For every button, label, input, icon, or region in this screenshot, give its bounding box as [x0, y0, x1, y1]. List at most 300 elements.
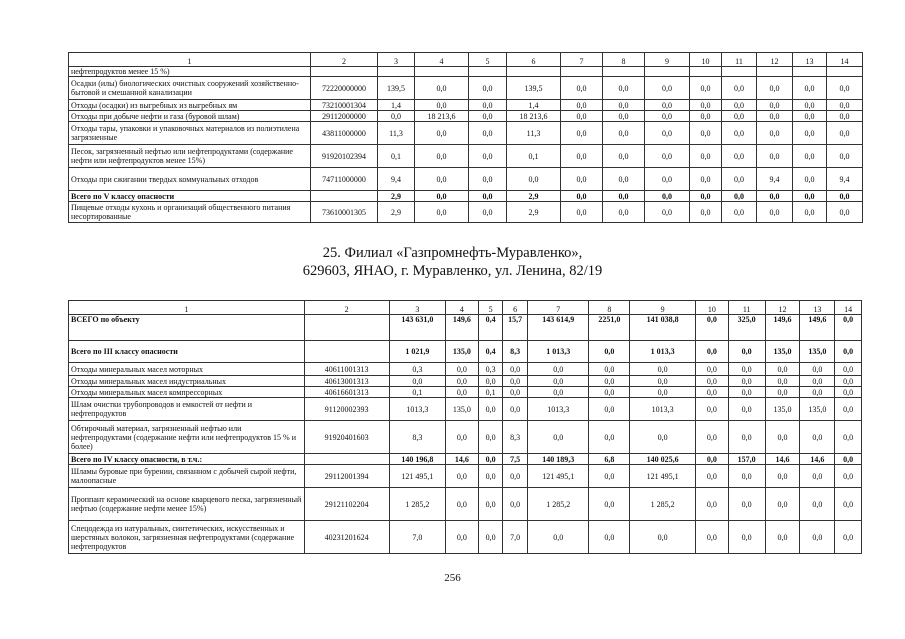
waste-name: Шлам очистки трубопроводов и емкостей от нефти и нефтепродуктов — [69, 398, 305, 421]
value-cell: 0,0 — [793, 122, 827, 145]
value-cell: 0,0 — [503, 387, 528, 398]
column-number: 14 — [827, 53, 863, 67]
value-cell: 0,0 — [378, 111, 415, 122]
value-cell: 1,4 — [378, 100, 415, 111]
value-cell: 0,0 — [527, 363, 588, 376]
value-cell: 0,3 — [478, 363, 503, 376]
value-cell: 0,0 — [469, 122, 507, 145]
value-cell: 0,0 — [835, 488, 862, 521]
column-number: 1 — [69, 301, 305, 315]
value-cell: 9,4 — [757, 168, 793, 191]
value-cell: 0,0 — [478, 465, 503, 488]
value-cell: 0,0 — [757, 122, 793, 145]
value-cell: 0,0 — [800, 521, 835, 554]
value-cell: 0,0 — [527, 421, 588, 454]
value-cell: 0,0 — [793, 111, 827, 122]
value-cell: 0,0 — [765, 421, 800, 454]
value-cell: 0,0 — [757, 202, 793, 223]
section-address: 629603, ЯНАО, г. Муравленко, ул. Ленина, 82/19 — [302, 263, 603, 279]
value-cell: 0,0 — [469, 111, 507, 122]
column-number: 7 — [561, 53, 603, 67]
value-cell: 14,6 — [800, 454, 835, 465]
value-cell: 0,0 — [793, 168, 827, 191]
table-row — [69, 77, 863, 100]
column-number: 6 — [503, 301, 528, 315]
table-row — [69, 398, 862, 421]
table-row — [69, 363, 862, 376]
fkko-code: 43811000000 — [311, 122, 378, 145]
table-row — [69, 315, 862, 341]
value-cell: 0,0 — [561, 168, 603, 191]
value-cell: 0,0 — [835, 398, 862, 421]
value-cell: 0,0 — [415, 202, 469, 223]
value-cell: 0,0 — [757, 191, 793, 202]
value-cell: 0,0 — [800, 387, 835, 398]
value-cell: 0,0 — [589, 398, 630, 421]
value-cell: 0,0 — [800, 488, 835, 521]
value-cell: 0,0 — [827, 145, 863, 168]
value-cell: 0,0 — [630, 376, 696, 387]
fkko-code: 40613001313 — [304, 376, 389, 387]
value-cell: 157,0 — [728, 454, 765, 465]
value-cell: 0,0 — [728, 363, 765, 376]
value-cell: 1 285,2 — [527, 488, 588, 521]
fkko-code: 40616601313 — [304, 387, 389, 398]
value-cell: 0,0 — [589, 363, 630, 376]
value-cell: 0,0 — [603, 122, 645, 145]
value-cell: 135,0 — [765, 398, 800, 421]
value-cell: 18 213,6 — [415, 111, 469, 122]
value-cell: 0,0 — [469, 202, 507, 223]
value-cell: 0,0 — [561, 202, 603, 223]
value-cell: 0,0 — [469, 191, 507, 202]
table-row — [69, 521, 862, 554]
waste-name: ВСЕГО по объекту — [69, 315, 305, 341]
table-row — [69, 191, 863, 202]
value-cell: 0,0 — [765, 376, 800, 387]
fkko-code: 29112001394 — [304, 465, 389, 488]
table-row — [69, 67, 863, 77]
column-number: 10 — [695, 301, 728, 315]
value-cell: 0,0 — [827, 100, 863, 111]
value-cell: 0,0 — [722, 77, 757, 100]
value-cell: 0,0 — [645, 77, 690, 100]
value-cell: 0,0 — [835, 454, 862, 465]
waste-name: нефтепродуктов менее 15 %) — [69, 67, 311, 77]
value-cell: 0,0 — [603, 100, 645, 111]
value-cell: 0,0 — [793, 202, 827, 223]
value-cell: 0,0 — [800, 363, 835, 376]
value-cell: 0,0 — [603, 202, 645, 223]
value-cell: 0,0 — [765, 363, 800, 376]
value-cell: 325,0 — [728, 315, 765, 341]
waste-name: Отходы при сжигании твердых коммунальных отходов — [69, 168, 311, 191]
column-number: 4 — [446, 301, 479, 315]
value-cell: 0,0 — [630, 363, 696, 376]
value-cell: 14,6 — [446, 454, 479, 465]
value-cell: 8,3 — [503, 341, 528, 363]
value-cell: 135,0 — [446, 341, 479, 363]
column-number: 11 — [722, 53, 757, 67]
waste-name: Отходы минеральных масел компрессорных — [69, 387, 305, 398]
value-cell: 0,0 — [793, 100, 827, 111]
value-cell: 0,0 — [446, 488, 479, 521]
value-cell: 0,0 — [695, 521, 728, 554]
value-cell: 0,0 — [695, 315, 728, 341]
value-cell: 8,3 — [389, 421, 445, 454]
value-cell: 0,0 — [603, 145, 645, 168]
table-row — [69, 488, 862, 521]
table-row — [69, 421, 862, 454]
value-cell: 0,0 — [630, 521, 696, 554]
value-cell: 0,0 — [690, 77, 722, 100]
value-cell: 1013,3 — [527, 398, 588, 421]
table-row — [69, 454, 862, 465]
value-cell: 0,0 — [690, 111, 722, 122]
value-cell: 0,0 — [561, 191, 603, 202]
value-cell: 0,0 — [478, 454, 503, 465]
value-cell: 1 021,9 — [389, 341, 445, 363]
value-cell: 0,1 — [478, 387, 503, 398]
value-cell: 0,0 — [415, 122, 469, 145]
value-cell: 0,0 — [503, 488, 528, 521]
value-cell: 0,0 — [478, 488, 503, 521]
page-number: 256 — [444, 572, 461, 584]
fkko-code: 73610001305 — [311, 202, 378, 223]
value-cell: 0,0 — [527, 521, 588, 554]
column-number: 9 — [630, 301, 696, 315]
value-cell: 0,0 — [728, 341, 765, 363]
fkko-code — [304, 315, 389, 341]
value-cell: 18 213,6 — [507, 111, 561, 122]
value-cell: 0,0 — [527, 387, 588, 398]
value-cell: 0,0 — [469, 77, 507, 100]
waste-name: Обтирочный материал, загрязненный нефтью или нефтепродуктами (содержание нефти или нефтепродуктов 15 % и более) — [69, 421, 305, 454]
value-cell: 0,0 — [695, 465, 728, 488]
value-cell: 121 495,1 — [527, 465, 588, 488]
value-cell: 0,0 — [722, 145, 757, 168]
value-cell: 0,0 — [835, 387, 862, 398]
value-cell: 0,0 — [589, 521, 630, 554]
fkko-code: 29121102204 — [304, 488, 389, 521]
value-cell: 0,0 — [835, 315, 862, 341]
value-cell: 0,0 — [722, 111, 757, 122]
value-cell: 139,5 — [378, 77, 415, 100]
table-row — [69, 100, 863, 111]
value-cell: 0,0 — [728, 376, 765, 387]
value-cell: 0,0 — [765, 465, 800, 488]
value-cell: 0,0 — [503, 398, 528, 421]
value-cell: 9,4 — [378, 168, 415, 191]
value-cell: 7,5 — [503, 454, 528, 465]
value-cell: 0,0 — [690, 202, 722, 223]
value-cell: 0,0 — [561, 145, 603, 168]
value-cell: 0,0 — [589, 421, 630, 454]
value-cell: 0,1 — [378, 145, 415, 168]
value-cell: 0,0 — [469, 168, 507, 191]
value-cell: 0,0 — [757, 100, 793, 111]
value-cell: 0,0 — [603, 77, 645, 100]
value-cell: 0,3 — [389, 363, 445, 376]
value-cell: 135,0 — [765, 341, 800, 363]
value-cell: 1 285,2 — [630, 488, 696, 521]
value-cell: 0,0 — [507, 168, 561, 191]
fkko-code — [311, 67, 378, 77]
value-cell: 8,3 — [503, 421, 528, 454]
value-cell: 0,0 — [645, 145, 690, 168]
header-row — [69, 301, 862, 315]
value-cell: 0,0 — [695, 488, 728, 521]
value-cell: 0,1 — [507, 145, 561, 168]
value-cell: 9,4 — [827, 168, 863, 191]
value-cell — [827, 67, 863, 77]
waste-name: Отходы минеральных масел моторных — [69, 363, 305, 376]
value-cell: 0,0 — [415, 100, 469, 111]
value-cell: 11,3 — [507, 122, 561, 145]
column-number: 14 — [835, 301, 862, 315]
table-row — [69, 202, 863, 223]
value-cell: 0,0 — [603, 168, 645, 191]
value-cell: 0,0 — [827, 202, 863, 223]
value-cell: 0,0 — [800, 465, 835, 488]
value-cell: 0,0 — [446, 387, 479, 398]
fkko-code: 40231201624 — [304, 521, 389, 554]
value-cell: 0,0 — [835, 363, 862, 376]
value-cell: 0,0 — [800, 421, 835, 454]
waste-name: Шламы буровые при бурении, связанном с добычей сырой нефти, малоопасные — [69, 465, 305, 488]
column-number: 4 — [415, 53, 469, 67]
value-cell: 0,0 — [690, 168, 722, 191]
value-cell: 0,0 — [415, 77, 469, 100]
value-cell: 0,0 — [728, 521, 765, 554]
value-cell: 0,0 — [630, 387, 696, 398]
value-cell: 135,0 — [446, 398, 479, 421]
value-cell: 0,0 — [503, 363, 528, 376]
waste-table-branch-25 — [68, 300, 862, 554]
value-cell: 0,0 — [645, 191, 690, 202]
column-number: 3 — [389, 301, 445, 315]
table-row — [69, 387, 862, 398]
value-cell: 0,0 — [589, 488, 630, 521]
value-cell: 0,0 — [835, 421, 862, 454]
column-number: 5 — [469, 53, 507, 67]
value-cell: 0,0 — [722, 191, 757, 202]
waste-name: Отходы (осадки) из выгребных из выгребных ям — [69, 100, 311, 111]
value-cell: 135,0 — [800, 398, 835, 421]
value-cell: 0,0 — [561, 100, 603, 111]
fkko-code: 74711000000 — [311, 168, 378, 191]
table-row — [69, 465, 862, 488]
value-cell: 0,0 — [690, 122, 722, 145]
column-number: 10 — [690, 53, 722, 67]
value-cell: 0,0 — [446, 421, 479, 454]
column-number: 2 — [304, 301, 389, 315]
value-cell: 1 013,3 — [630, 341, 696, 363]
value-cell: 0,0 — [645, 202, 690, 223]
value-cell: 0,0 — [645, 168, 690, 191]
value-cell: 121 495,1 — [630, 465, 696, 488]
value-cell: 0,0 — [415, 191, 469, 202]
value-cell: 0,0 — [793, 145, 827, 168]
fkko-code — [304, 454, 389, 465]
column-number: 13 — [793, 53, 827, 67]
value-cell — [378, 67, 415, 77]
value-cell: 0,0 — [527, 376, 588, 387]
table-row — [69, 168, 863, 191]
table-row — [69, 111, 863, 122]
value-cell — [757, 67, 793, 77]
value-cell: 11,3 — [378, 122, 415, 145]
value-cell: 0,0 — [690, 191, 722, 202]
value-cell: 0,0 — [645, 100, 690, 111]
column-number: 5 — [478, 301, 503, 315]
value-cell: 0,0 — [589, 341, 630, 363]
value-cell: 0,0 — [589, 387, 630, 398]
value-cell — [690, 67, 722, 77]
value-cell: 0,0 — [695, 376, 728, 387]
column-number: 11 — [728, 301, 765, 315]
header-row — [69, 53, 863, 67]
value-cell: 0,4 — [478, 315, 503, 341]
waste-name: Всего по IV классу опасности, в т.ч.: — [69, 454, 305, 465]
value-cell: 1,4 — [507, 100, 561, 111]
value-cell: 0,0 — [757, 111, 793, 122]
value-cell: 0,0 — [695, 341, 728, 363]
fkko-code: 73210001304 — [311, 100, 378, 111]
waste-name: Осадки (илы) биологических очистных сооружений хозяйственно-бытовой и смешанной канализации — [69, 77, 311, 100]
table-row — [69, 341, 862, 363]
value-cell: 2,9 — [507, 202, 561, 223]
value-cell: 1 013,3 — [527, 341, 588, 363]
value-cell: 139,5 — [507, 77, 561, 100]
value-cell: 149,6 — [446, 315, 479, 341]
section-title: 25. Филиал «Газпромнефть-Муравленко», — [322, 245, 583, 261]
value-cell: 0,0 — [478, 421, 503, 454]
value-cell: 0,0 — [695, 398, 728, 421]
waste-name: Всего по V классу опасности — [69, 191, 311, 202]
value-cell: 0,0 — [728, 465, 765, 488]
value-cell: 0,0 — [765, 488, 800, 521]
value-cell: 0,0 — [728, 488, 765, 521]
waste-name: Отходы тары, упаковки и упаковочных материалов из полиэтилена загрязненные — [69, 122, 311, 145]
value-cell: 0,0 — [757, 145, 793, 168]
value-cell: 0,0 — [728, 421, 765, 454]
value-cell: 0,0 — [722, 168, 757, 191]
value-cell: 0,0 — [503, 465, 528, 488]
value-cell — [603, 67, 645, 77]
value-cell: 0,0 — [645, 122, 690, 145]
value-cell: 0,0 — [645, 111, 690, 122]
value-cell: 0,0 — [835, 376, 862, 387]
fkko-code — [304, 341, 389, 363]
fkko-code: 72220000000 — [311, 77, 378, 100]
value-cell: 0,0 — [800, 376, 835, 387]
value-cell: 0,0 — [446, 363, 479, 376]
value-cell: 0,0 — [827, 111, 863, 122]
fkko-code — [311, 191, 378, 202]
value-cell: 1013,3 — [630, 398, 696, 421]
value-cell: 143 631,0 — [389, 315, 445, 341]
table-row — [69, 376, 862, 387]
value-cell: 0,0 — [827, 191, 863, 202]
value-cell: 0,0 — [690, 145, 722, 168]
value-cell: 0,0 — [722, 122, 757, 145]
value-cell: 149,6 — [765, 315, 800, 341]
value-cell: 141 038,8 — [630, 315, 696, 341]
value-cell — [507, 67, 561, 77]
column-number: 8 — [589, 301, 630, 315]
waste-name: Всего по III классу опасности — [69, 341, 305, 363]
value-cell — [722, 67, 757, 77]
value-cell: 0,0 — [835, 341, 862, 363]
value-cell: 143 614,9 — [527, 315, 588, 341]
value-cell: 0,0 — [603, 111, 645, 122]
fkko-code: 40611001313 — [304, 363, 389, 376]
value-cell: 0,1 — [389, 387, 445, 398]
value-cell: 0,0 — [827, 77, 863, 100]
value-cell: 135,0 — [800, 341, 835, 363]
waste-name: Спецодежда из натуральных, синтетических, искусственных и шерстяных волокон, загрязненная нефтепродуктами (содержание нефтепродуктов — [69, 521, 305, 554]
value-cell: 0,0 — [793, 77, 827, 100]
value-cell: 0,0 — [695, 454, 728, 465]
column-number: 12 — [757, 53, 793, 67]
value-cell: 0,0 — [446, 376, 479, 387]
waste-name: Пищевые отходы кухонь и организаций общественного питания несортированные — [69, 202, 311, 223]
value-cell — [561, 67, 603, 77]
value-cell: 0,0 — [695, 421, 728, 454]
value-cell: 0,0 — [630, 421, 696, 454]
value-cell: 0,0 — [765, 521, 800, 554]
value-cell: 0,0 — [757, 77, 793, 100]
column-number: 13 — [800, 301, 835, 315]
value-cell: 0,0 — [589, 376, 630, 387]
value-cell: 2,9 — [507, 191, 561, 202]
value-cell: 15,7 — [503, 315, 528, 341]
value-cell: 2,9 — [378, 191, 415, 202]
column-number: 12 — [765, 301, 800, 315]
value-cell: 0,0 — [469, 145, 507, 168]
value-cell: 0,0 — [503, 376, 528, 387]
value-cell: 0,0 — [690, 100, 722, 111]
value-cell: 0,4 — [478, 341, 503, 363]
waste-name: Отходы при добыче нефти и газа (буровой шлам) — [69, 111, 311, 122]
column-number: 3 — [378, 53, 415, 67]
value-cell — [469, 67, 507, 77]
fkko-code: 91920102394 — [311, 145, 378, 168]
value-cell: 0,0 — [478, 398, 503, 421]
value-cell: 0,0 — [478, 521, 503, 554]
value-cell: 0,0 — [793, 191, 827, 202]
fkko-code: 91920401603 — [304, 421, 389, 454]
column-number: 2 — [311, 53, 378, 67]
fkko-code: 29112000000 — [311, 111, 378, 122]
value-cell: 6,8 — [589, 454, 630, 465]
waste-name: Проппант керамический на основе кварцевого песка, загрязненный нефтью (содержание нефти менее 15%) — [69, 488, 305, 521]
value-cell — [645, 67, 690, 77]
column-number: 1 — [69, 53, 311, 67]
value-cell: 7,0 — [503, 521, 528, 554]
column-number: 7 — [527, 301, 588, 315]
value-cell: 14,6 — [765, 454, 800, 465]
value-cell: 140 196,8 — [389, 454, 445, 465]
value-cell: 0,0 — [722, 202, 757, 223]
value-cell: 0,0 — [827, 122, 863, 145]
value-cell — [415, 67, 469, 77]
value-cell: 0,0 — [835, 521, 862, 554]
table-row — [69, 145, 863, 168]
value-cell: 0,0 — [695, 387, 728, 398]
value-cell: 2,9 — [378, 202, 415, 223]
